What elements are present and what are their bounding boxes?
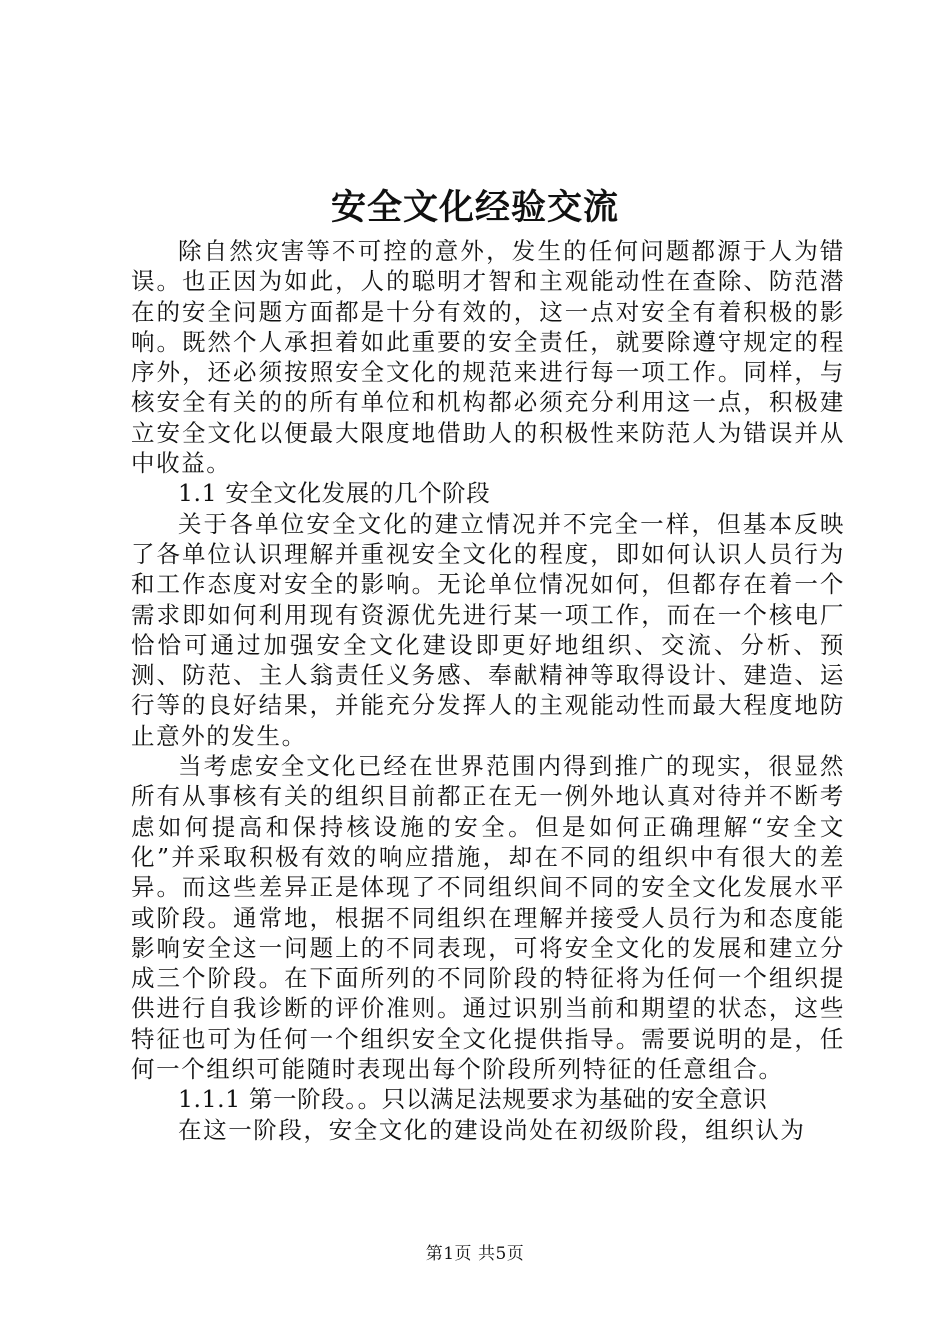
page-number-footer: 第1页 共5页	[425, 1244, 525, 1264]
paragraph-stages-detail: 当考虑安全文化已经在世界范围内得到推广的现实，很显然所有从事核有关的组织目前都正在无一例外地认真对待并不断考虑如何提高和保持核设施的安全。但是如何正确理解“安全文化”并采取积极有效的响应措施，却在不同的组织中有很大的差异。而这些差异正是体现了不同组织间不同的安全文化发展水平或阶段。通常地，根据不同组织在理解并接受人员行为和态度能影响安全这一问题上的不同表现，可将安全文化的发展和建立分成三个阶段。在下面所列的不同阶段的特征将为任何一个组织提供进行自我诊断的评价准则。通过识别当前和期望的状态，这些特征也可为任何一个组织安全文化提供指导。需要说明的是，任何一个组织可能随时表现出每个阶段所列特征的任意组合。	[131, 752, 845, 1084]
paragraph-stage-one: 在这一阶段，安全文化的建设尚处在初级阶段，组织认为	[178, 1115, 806, 1144]
section-heading-1-1: 1.1 安全文化发展的几个阶段	[178, 479, 491, 508]
document-body	[131, 236, 845, 1145]
paragraph-stages-overview: 关于各单位安全文化的建立情况并不完全一样，但基本反映了各单位认识理解并重视安全文化的程度，即如何认识人员行为和工作态度对安全的影响。无论单位情况如何，但都存在着一个需求即如何利用现有资源优先进行某一项工作，而在一个核电厂恰恰可通过加强安全文化建设即更好地组织、交流、分析、预测、防范、主人翁责任义务感、奉献精神等取得设计、建造、运行等的良好结果，并能充分发挥人的主观能动性而最大程度地防止意外的发生。	[131, 509, 845, 750]
section-heading-1-1-1: 1.1.1 第一阶段。。只以满足法规要求为基础的安全意识	[178, 1085, 768, 1114]
document-title: 安全文化经验交流	[330, 187, 619, 228]
paragraph-intro: 除自然灾害等不可控的意外，发生的任何问题都源于人为错误。也正因为如此，人的聪明才智和主观能动性在查除、防范潜在的安全问题方面都是十分有效的，这一点对安全有着积极的影响。既然个人承担着如此重要的安全责任，就要除遵守规定的程序外，还必须按照安全文化的规范来进行每一项工作。同样，与核安全有关的的所有单位和机构都必须充分利用这一点，积极建立安全文化以便最大限度地借助人的积极性来防范人为错误并从中收益。	[131, 237, 845, 478]
